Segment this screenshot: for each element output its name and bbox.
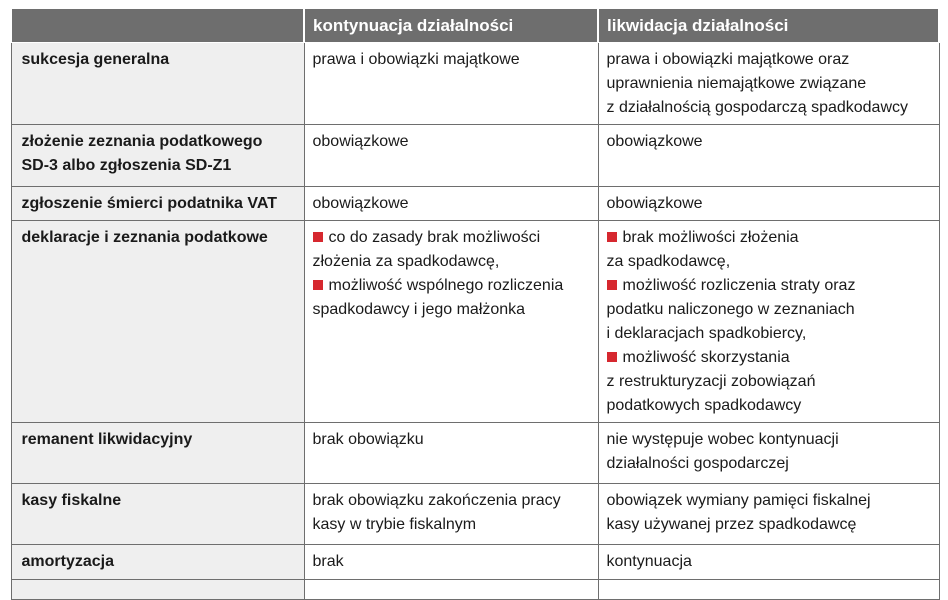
row-label-zeznanie-sd3 [11, 125, 304, 187]
cell-continuation [304, 221, 598, 423]
empty-cell [11, 580, 304, 600]
table-row [11, 484, 939, 545]
row-label-remanent [11, 423, 304, 484]
cell-continuation [304, 187, 598, 221]
cell-text: brak obowiązku zakończenia pracy [312, 492, 561, 509]
list-item-text: brak możliwości złożenia [622, 229, 799, 246]
table-row-partial [11, 580, 939, 600]
list-item-text: i deklaracjach spadkobiercy, [606, 325, 807, 342]
list-item-text: z restrukturyzacji zobowiązań [606, 373, 816, 390]
list-item [607, 226, 931, 274]
list-item-text: możliwość rozliczenia straty oraz [622, 277, 856, 294]
red-square-bullet-icon [607, 352, 617, 362]
cell-text: brak [312, 553, 344, 570]
cell-text: kasy używanej przez spadkodawcę [606, 516, 857, 533]
red-square-bullet-icon [313, 280, 323, 290]
row-label-zgloszenie-vat [11, 187, 304, 221]
table-row [11, 221, 939, 423]
cell-text: uprawnienia niemajątkowe związane [606, 75, 867, 92]
cell-liquidation [598, 125, 939, 187]
table-row [11, 545, 939, 580]
list-item-text: podatkowych spadkodawcy [606, 397, 802, 414]
row-label-sukcesja [11, 43, 304, 125]
cell-continuation [304, 484, 598, 545]
list-item-text: spadkodawcy i jego małżonka [312, 301, 526, 318]
table-row [11, 43, 939, 125]
cell-text: obowiązkowe [312, 133, 409, 150]
cell-liquidation [598, 423, 939, 484]
row-label-text: kasy fiskalne [21, 492, 122, 509]
cell-text: prawa i obowiązki majątkowe oraz [606, 51, 850, 68]
row-label-text: zgłoszenie śmierci podatnika VAT [21, 195, 277, 212]
cell-continuation [304, 125, 598, 187]
cell-text: obowiązkowe [606, 133, 703, 150]
cell-liquidation [598, 221, 939, 423]
cell-text: działalności gospodarczej [606, 455, 789, 472]
table-row [11, 187, 939, 221]
cell-text: prawa i obowiązki majątkowe [312, 51, 520, 68]
row-label-kasy-fiskalne [11, 484, 304, 545]
row-label-amortyzacja [11, 545, 304, 580]
list-item-text: co do zasady brak możliwości [328, 229, 541, 246]
list-item [313, 226, 590, 274]
table-header-row [11, 9, 939, 43]
row-label-deklaracje [11, 221, 304, 423]
row-label-text: deklaracje i zeznania podatkowe [21, 229, 268, 246]
comparison-table [10, 8, 940, 600]
table-row [11, 125, 939, 187]
header-corner-cell [11, 9, 304, 43]
list-item-text: za spadkodawcę, [606, 253, 731, 270]
empty-cell [598, 580, 939, 600]
list-item-text: podatku naliczonego w zeznaniach [606, 301, 855, 318]
header-liquidation: likwidacja działalności [598, 9, 939, 43]
list-item [607, 346, 931, 418]
row-label-text: złożenie zeznania podatkowego [21, 133, 263, 150]
header-continuation: kontynuacja działalności [304, 9, 598, 43]
list-item [607, 274, 931, 346]
row-label-text: sukcesja generalna [21, 51, 170, 68]
cell-continuation [304, 43, 598, 125]
cell-liquidation [598, 484, 939, 545]
cell-text: nie występuje wobec kontynuacji [606, 431, 839, 448]
cell-continuation [304, 423, 598, 484]
cell-liquidation [598, 43, 939, 125]
red-square-bullet-icon [607, 280, 617, 290]
cell-text: obowiązkowe [312, 195, 409, 212]
cell-liquidation [598, 545, 939, 580]
cell-continuation [304, 545, 598, 580]
list-item-text: możliwość wspólnego rozliczenia [328, 277, 564, 294]
cell-text: z działalnością gospodarczą spadkodawcy [606, 99, 909, 116]
cell-text: obowiązkowe [606, 195, 703, 212]
cell-text: kontynuacja [606, 553, 692, 570]
cell-liquidation [598, 187, 939, 221]
list-item [313, 274, 590, 322]
table-row [11, 423, 939, 484]
red-square-bullet-icon [607, 232, 617, 242]
list-item-text: złożenia za spadkodawcę, [312, 253, 500, 270]
cell-text: kasy w trybie fiskalnym [312, 516, 477, 533]
list-item-text: możliwość skorzystania [622, 349, 790, 366]
row-label-text: remanent likwidacyjny [21, 431, 193, 448]
row-label-text: amortyzacja [21, 553, 114, 570]
row-label-text: SD-3 albo zgłoszenia SD-Z1 [21, 157, 232, 174]
cell-text: obowiązek wymiany pamięci fiskalnej [606, 492, 871, 509]
empty-cell [304, 580, 598, 600]
red-square-bullet-icon [313, 232, 323, 242]
cell-text: brak obowiązku [312, 431, 424, 448]
